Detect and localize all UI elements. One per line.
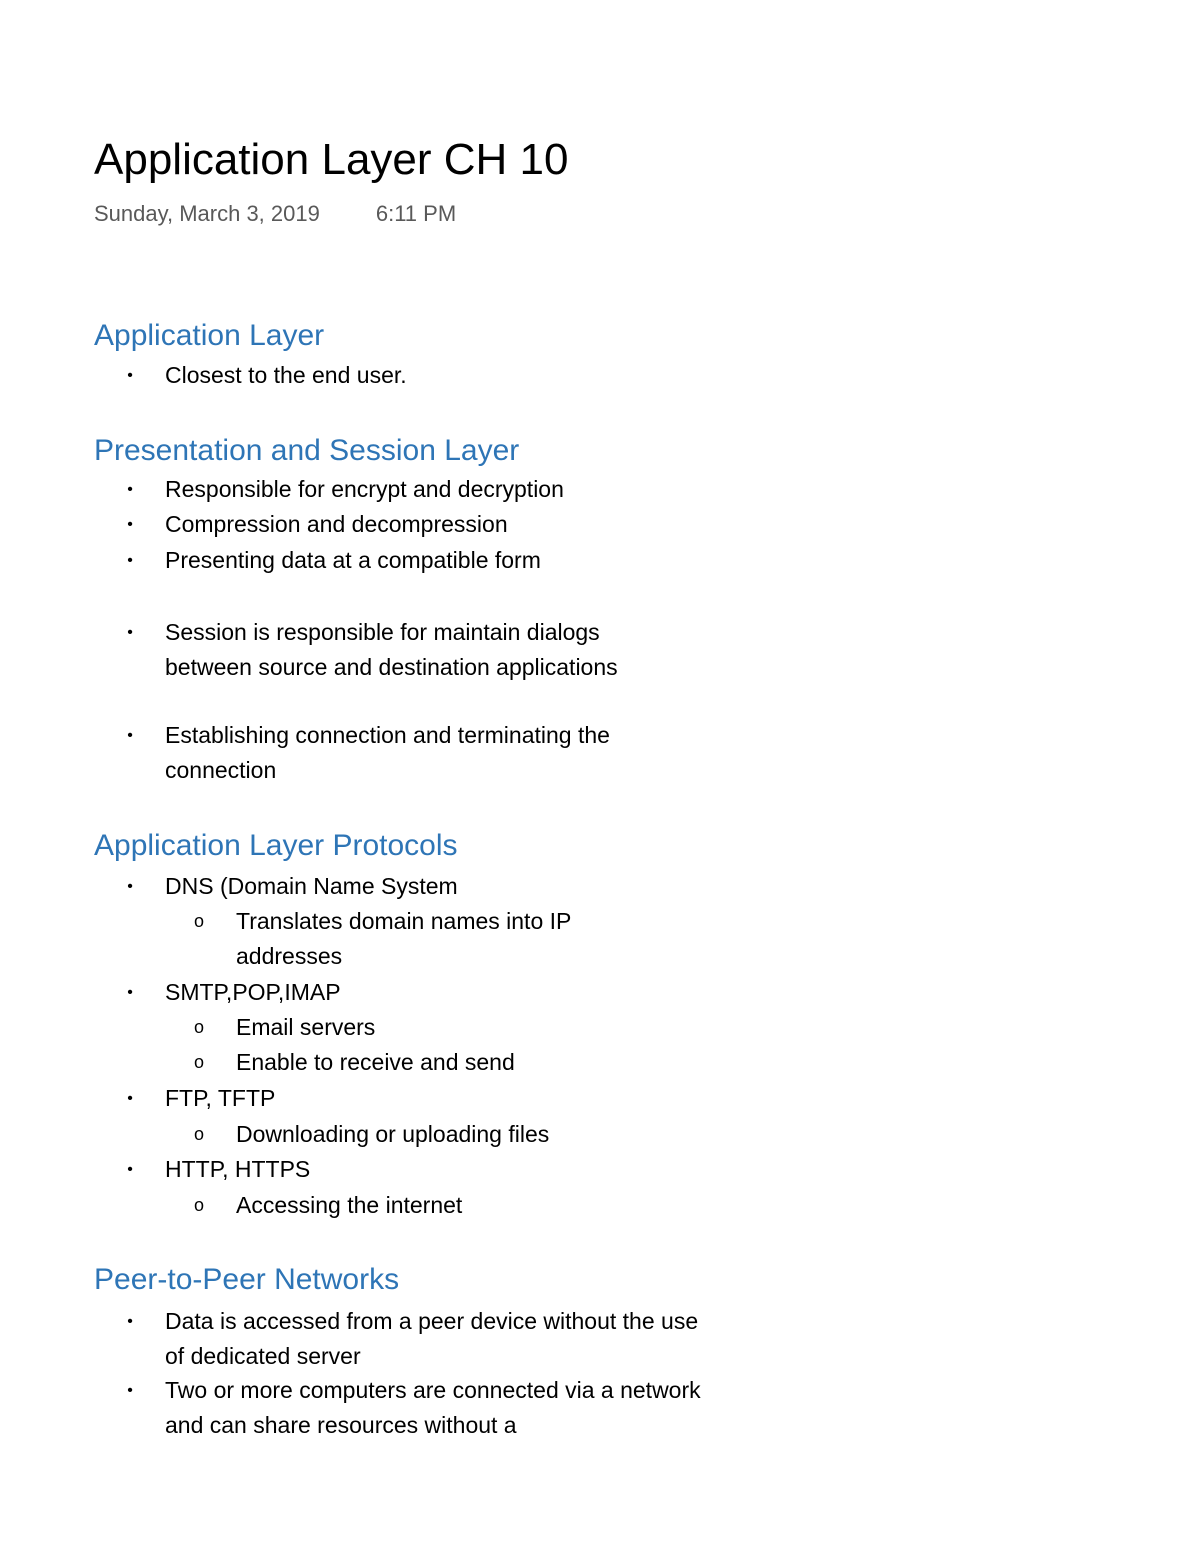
bullet-icon: •: [127, 1090, 133, 1107]
list-item: [127, 869, 705, 904]
list-item-text: Closest to the end user.: [165, 362, 407, 388]
list-item: [127, 1373, 705, 1443]
bullet-icon: •: [127, 878, 133, 895]
bullet-icon: •: [127, 481, 133, 498]
list-item: [127, 358, 705, 393]
list-item: [127, 615, 685, 685]
list-item-text: Enable to receive and send: [236, 1049, 515, 1075]
list-item-text: Translates domain names into IP addresses: [236, 908, 571, 969]
bullet-icon: •: [127, 1161, 133, 1178]
bullet-icon: •: [127, 552, 133, 569]
section-heading-protocols: Application Layer Protocols: [94, 829, 458, 862]
list-item: [127, 507, 705, 542]
list-item-text: Presenting data at a compatible form: [165, 547, 541, 573]
list-item-text: Data is accessed from a peer device without the use of dedicated server: [165, 1308, 699, 1369]
list-item-text: Downloading or uploading files: [236, 1121, 550, 1147]
page-date: Sunday, March 3, 2019: [94, 201, 320, 226]
circle-bullet-icon: o: [193, 1195, 204, 1215]
list-item-text: Compression and decompression: [165, 511, 508, 537]
bullet-icon: •: [127, 727, 133, 744]
list-item: [127, 543, 705, 578]
circle-bullet-icon: o: [193, 911, 204, 931]
list-item-text: FTP, TFTP: [165, 1085, 276, 1111]
list-item-text: Email servers: [236, 1014, 376, 1040]
page-time: 6:11 PM: [375, 201, 457, 226]
sub-list-item: [193, 1010, 656, 1045]
list-item-text: HTTP, HTTPS: [165, 1156, 311, 1182]
list-item-text: Two or more computers are connected via a network and can share resources without a: [165, 1377, 701, 1438]
list-item: [127, 1304, 705, 1374]
circle-bullet-icon: o: [193, 1052, 204, 1072]
bullet-icon: •: [127, 624, 133, 641]
list-item-text: SMTP,POP,IMAP: [165, 979, 341, 1005]
list-item-text: Session is responsible for maintain dialogs between source and destination applications: [165, 619, 618, 680]
list-item: [127, 472, 705, 507]
sub-list-item: [193, 1045, 656, 1080]
circle-bullet-icon: o: [193, 1017, 204, 1037]
bullet-icon: •: [127, 367, 133, 384]
bullet-icon: •: [127, 516, 133, 533]
page-title: Application Layer CH 10: [94, 135, 569, 184]
list-item: [127, 718, 705, 788]
list-item-text: Establishing connection and terminating the connection: [165, 722, 610, 783]
section-heading-peer-to-peer: Peer-to-Peer Networks: [94, 1263, 400, 1296]
list-item-text: Responsible for encrypt and decryption: [165, 476, 564, 502]
list-item-text: DNS (Domain Name System: [165, 873, 458, 899]
sub-list-item: [193, 904, 656, 974]
bullet-icon: •: [127, 1382, 133, 1399]
sub-list-item: [193, 1188, 656, 1223]
circle-bullet-icon: o: [193, 1124, 204, 1144]
sub-list-item: [193, 1117, 656, 1152]
bullet-icon: •: [127, 984, 133, 1001]
bullet-icon: •: [127, 1313, 133, 1330]
section-heading-presentation-session: Presentation and Session Layer: [94, 434, 520, 467]
list-item: [127, 1081, 705, 1116]
list-item: [127, 975, 705, 1010]
list-item: [127, 1152, 705, 1187]
section-heading-application-layer: Application Layer: [94, 319, 325, 352]
page-timestamp: [94, 200, 456, 228]
list-item-text: Accessing the internet: [236, 1192, 463, 1218]
